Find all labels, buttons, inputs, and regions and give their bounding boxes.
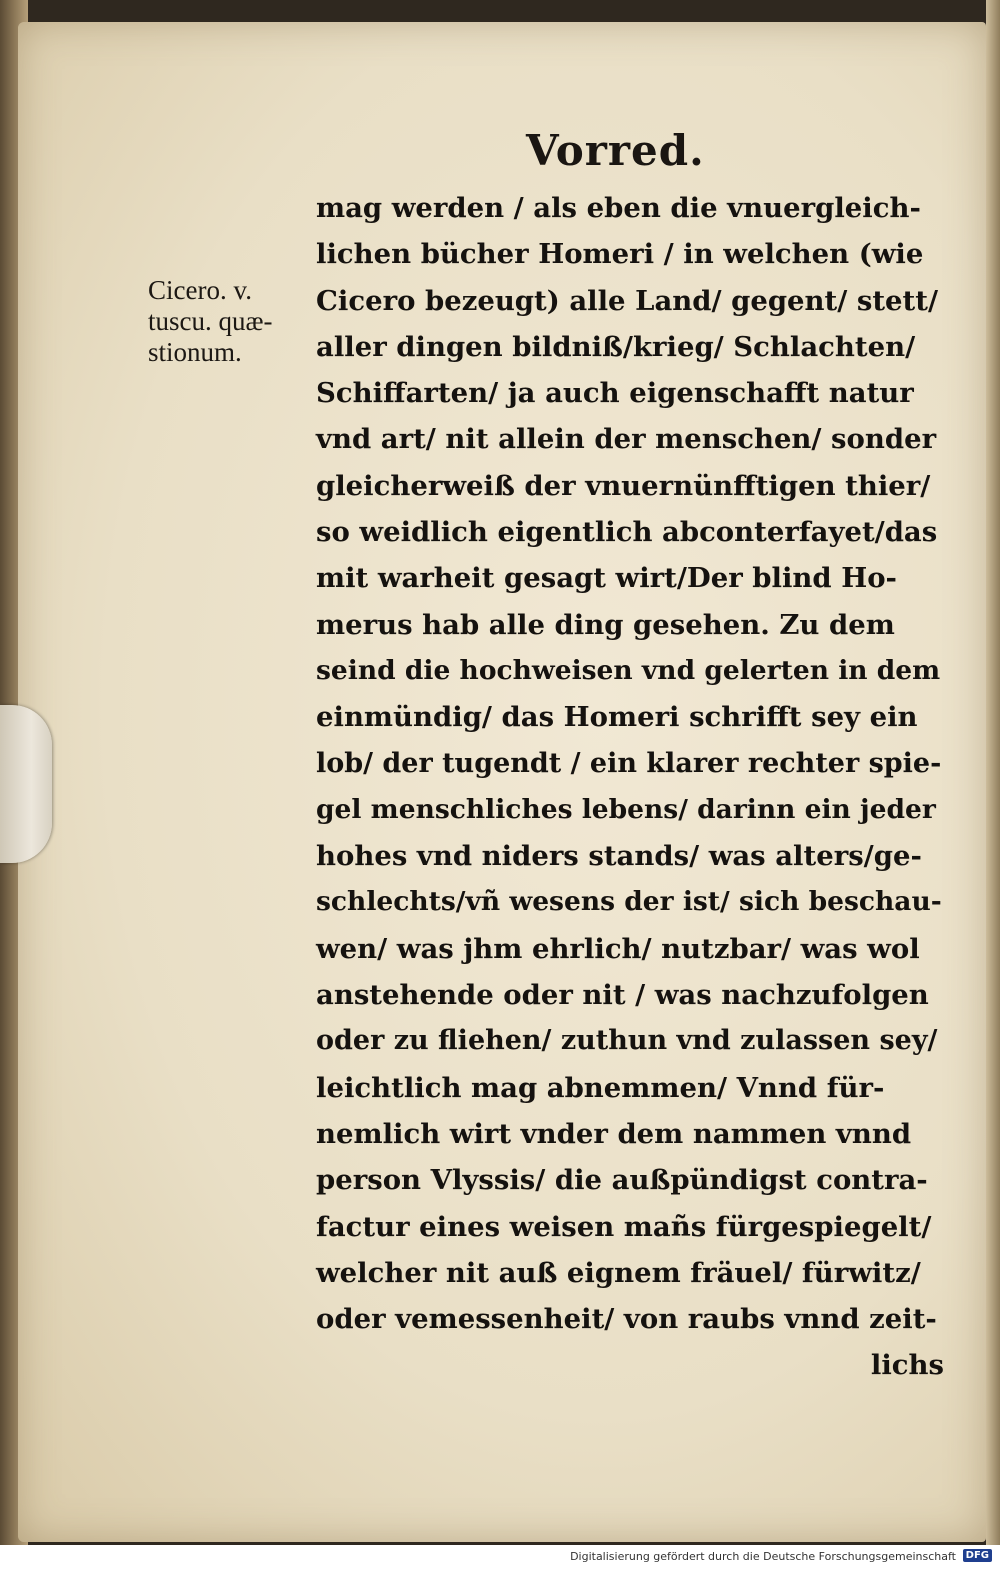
footer-credit: Digitalisierung gefördert durch die Deutsche Forschungsgemeinschaft: [570, 1550, 956, 1563]
dfg-logo-icon: DFG: [963, 1549, 992, 1562]
text-line: lichen bücher Homeri / in welchen (wie: [316, 238, 924, 271]
margin-note-line: tuscu. quæ-: [148, 306, 273, 336]
text-line: so weidlich eigentlich abconterfayet/das: [316, 516, 938, 549]
page-clip: [0, 705, 52, 863]
page-fore-edge: [986, 0, 1000, 1545]
text-line: anstehende oder nit / was nachzufolgen: [316, 979, 929, 1012]
text-line: factur eines weisen mañs fürgespiegelt/: [316, 1210, 932, 1243]
text-line: hohes vnd niders stands/ was alters/ge-: [316, 840, 922, 873]
text-line: seind die hochweisen vnd gelerten in dem: [316, 654, 941, 686]
margin-note: [148, 275, 318, 368]
text-line: schlechts/vñ wesens der ist/ sich beschau-: [316, 886, 942, 918]
text-line: Schiffarten/ ja auch eigenschafft natur: [316, 377, 914, 410]
text-line: mag werden / als eben die vnuergleich-: [316, 192, 921, 224]
text-line: oder vemessenheit/ von raubs vnnd zeit-: [316, 1303, 937, 1336]
text-line: welcher nit auß eignem fräuel/ fürwitz/: [316, 1256, 921, 1289]
text-line: vnd art/ nit allein der menschen/ sonder: [316, 423, 937, 456]
text-line: person Vlyssis/ die außpündigst contra-: [316, 1164, 928, 1197]
catchword: lichs: [870, 1349, 944, 1382]
text-line: mit warheit gesagt wirt/Der blind Ho-: [316, 562, 897, 595]
text-line: oder zu fliehen/ zuthun vnd zulassen sey/: [316, 1025, 938, 1057]
text-line: Cicero bezeugt) alle Land/ gegent/ stett/: [316, 284, 938, 317]
text-line: leichtlich mag abnemmen/ Vnnd für-: [316, 1071, 885, 1104]
text-line: merus hab alle ding gesehen. Zu dem: [316, 608, 895, 641]
body-text-block: [316, 185, 944, 1389]
text-line: nemlich wirt vnder dem nammen vnnd: [316, 1117, 912, 1150]
text-line: gel menschliches lebens/ darinn ein jeder: [316, 793, 936, 825]
text-line: lob/ der tugendt / ein klarer rechter spie-: [316, 747, 942, 779]
margin-note-line: Cicero. v.: [148, 275, 252, 305]
text-line: wen/ was jhm ehrlich/ nutzbar/ was wol: [316, 932, 920, 965]
text-line: einmündig/ das Homeri schrifft sey ein: [316, 701, 918, 734]
text-line: aller dingen bildniß/krieg/ Schlachten/: [316, 330, 916, 363]
margin-note-line: stionum.: [148, 337, 242, 367]
text-line: gleicherweiß der vnuernünfftigen thier/: [316, 469, 931, 502]
page-heading: Vorred.: [526, 126, 705, 175]
